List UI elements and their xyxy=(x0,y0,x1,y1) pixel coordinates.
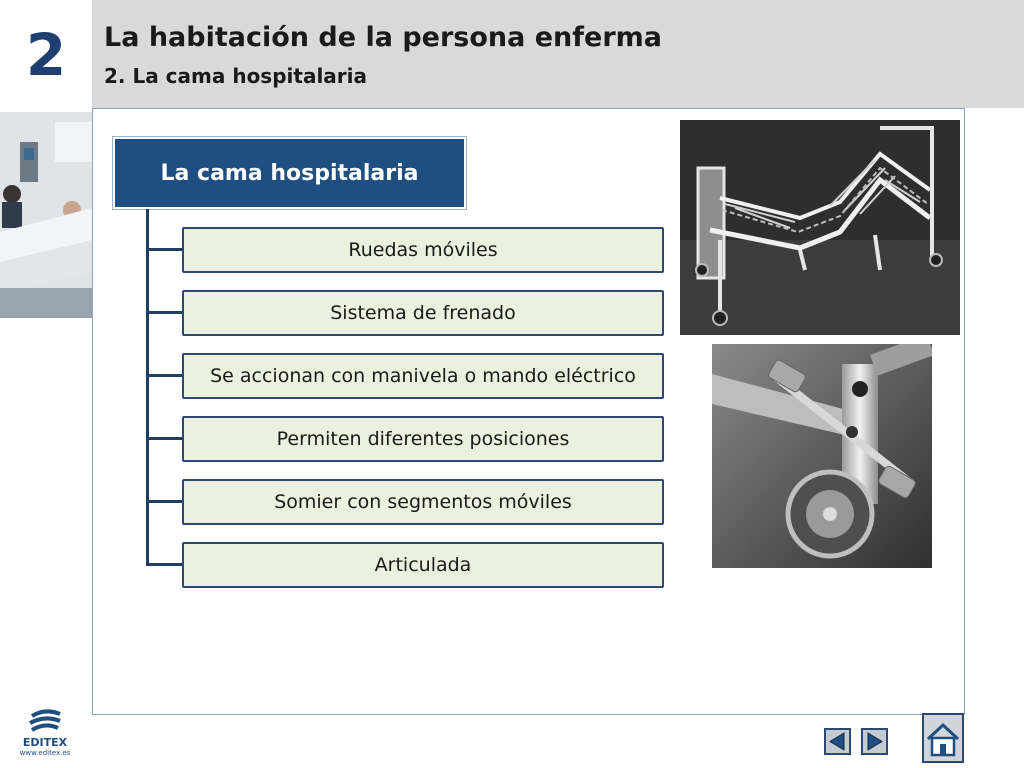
diagram-leaf-articulada: Articulada xyxy=(182,542,664,588)
diagram-root-node: La cama hospitalaria xyxy=(113,137,466,209)
tree-connector-branch xyxy=(146,563,184,566)
chapter-number: 2 xyxy=(25,21,67,89)
patient-room-photo xyxy=(0,112,92,318)
hospital-bed-photo xyxy=(680,120,960,335)
diagram-leaf-manivela-mando: Se accionan con manivela o mando eléctrico xyxy=(182,353,664,399)
tree-connector-branch xyxy=(146,374,184,377)
previous-slide-button[interactable] xyxy=(824,728,851,755)
tree-connector-branch xyxy=(146,500,184,503)
diagram-leaf-ruedas-moviles: Ruedas móviles xyxy=(182,227,664,273)
home-icon xyxy=(924,715,962,761)
diagram-leaf-sistema-frenado: Sistema de frenado xyxy=(182,290,664,336)
home-button[interactable] xyxy=(922,713,964,763)
diagram-leaf-posiciones: Permiten diferentes posiciones xyxy=(182,416,664,462)
header-band xyxy=(92,0,1024,108)
page-title: La habitación de la persona enferma xyxy=(104,22,662,53)
logo-text: EDITEX xyxy=(22,736,68,749)
triangle-left-icon xyxy=(826,730,849,753)
editex-logo xyxy=(14,708,76,758)
tree-connector-branch xyxy=(146,311,184,314)
tree-connector-branch xyxy=(146,248,184,251)
editex-logo-icon xyxy=(14,708,76,736)
caster-brake-photo xyxy=(712,344,932,568)
logo-url: www.editex.es xyxy=(19,749,71,757)
tree-connector-trunk xyxy=(146,209,149,565)
tree-connector-branch xyxy=(146,437,184,440)
next-slide-button[interactable] xyxy=(861,728,888,755)
diagram-leaf-somier: Somier con segmentos móviles xyxy=(182,479,664,525)
page-subtitle: 2. La cama hospitalaria xyxy=(104,64,368,88)
triangle-right-icon xyxy=(863,730,886,753)
